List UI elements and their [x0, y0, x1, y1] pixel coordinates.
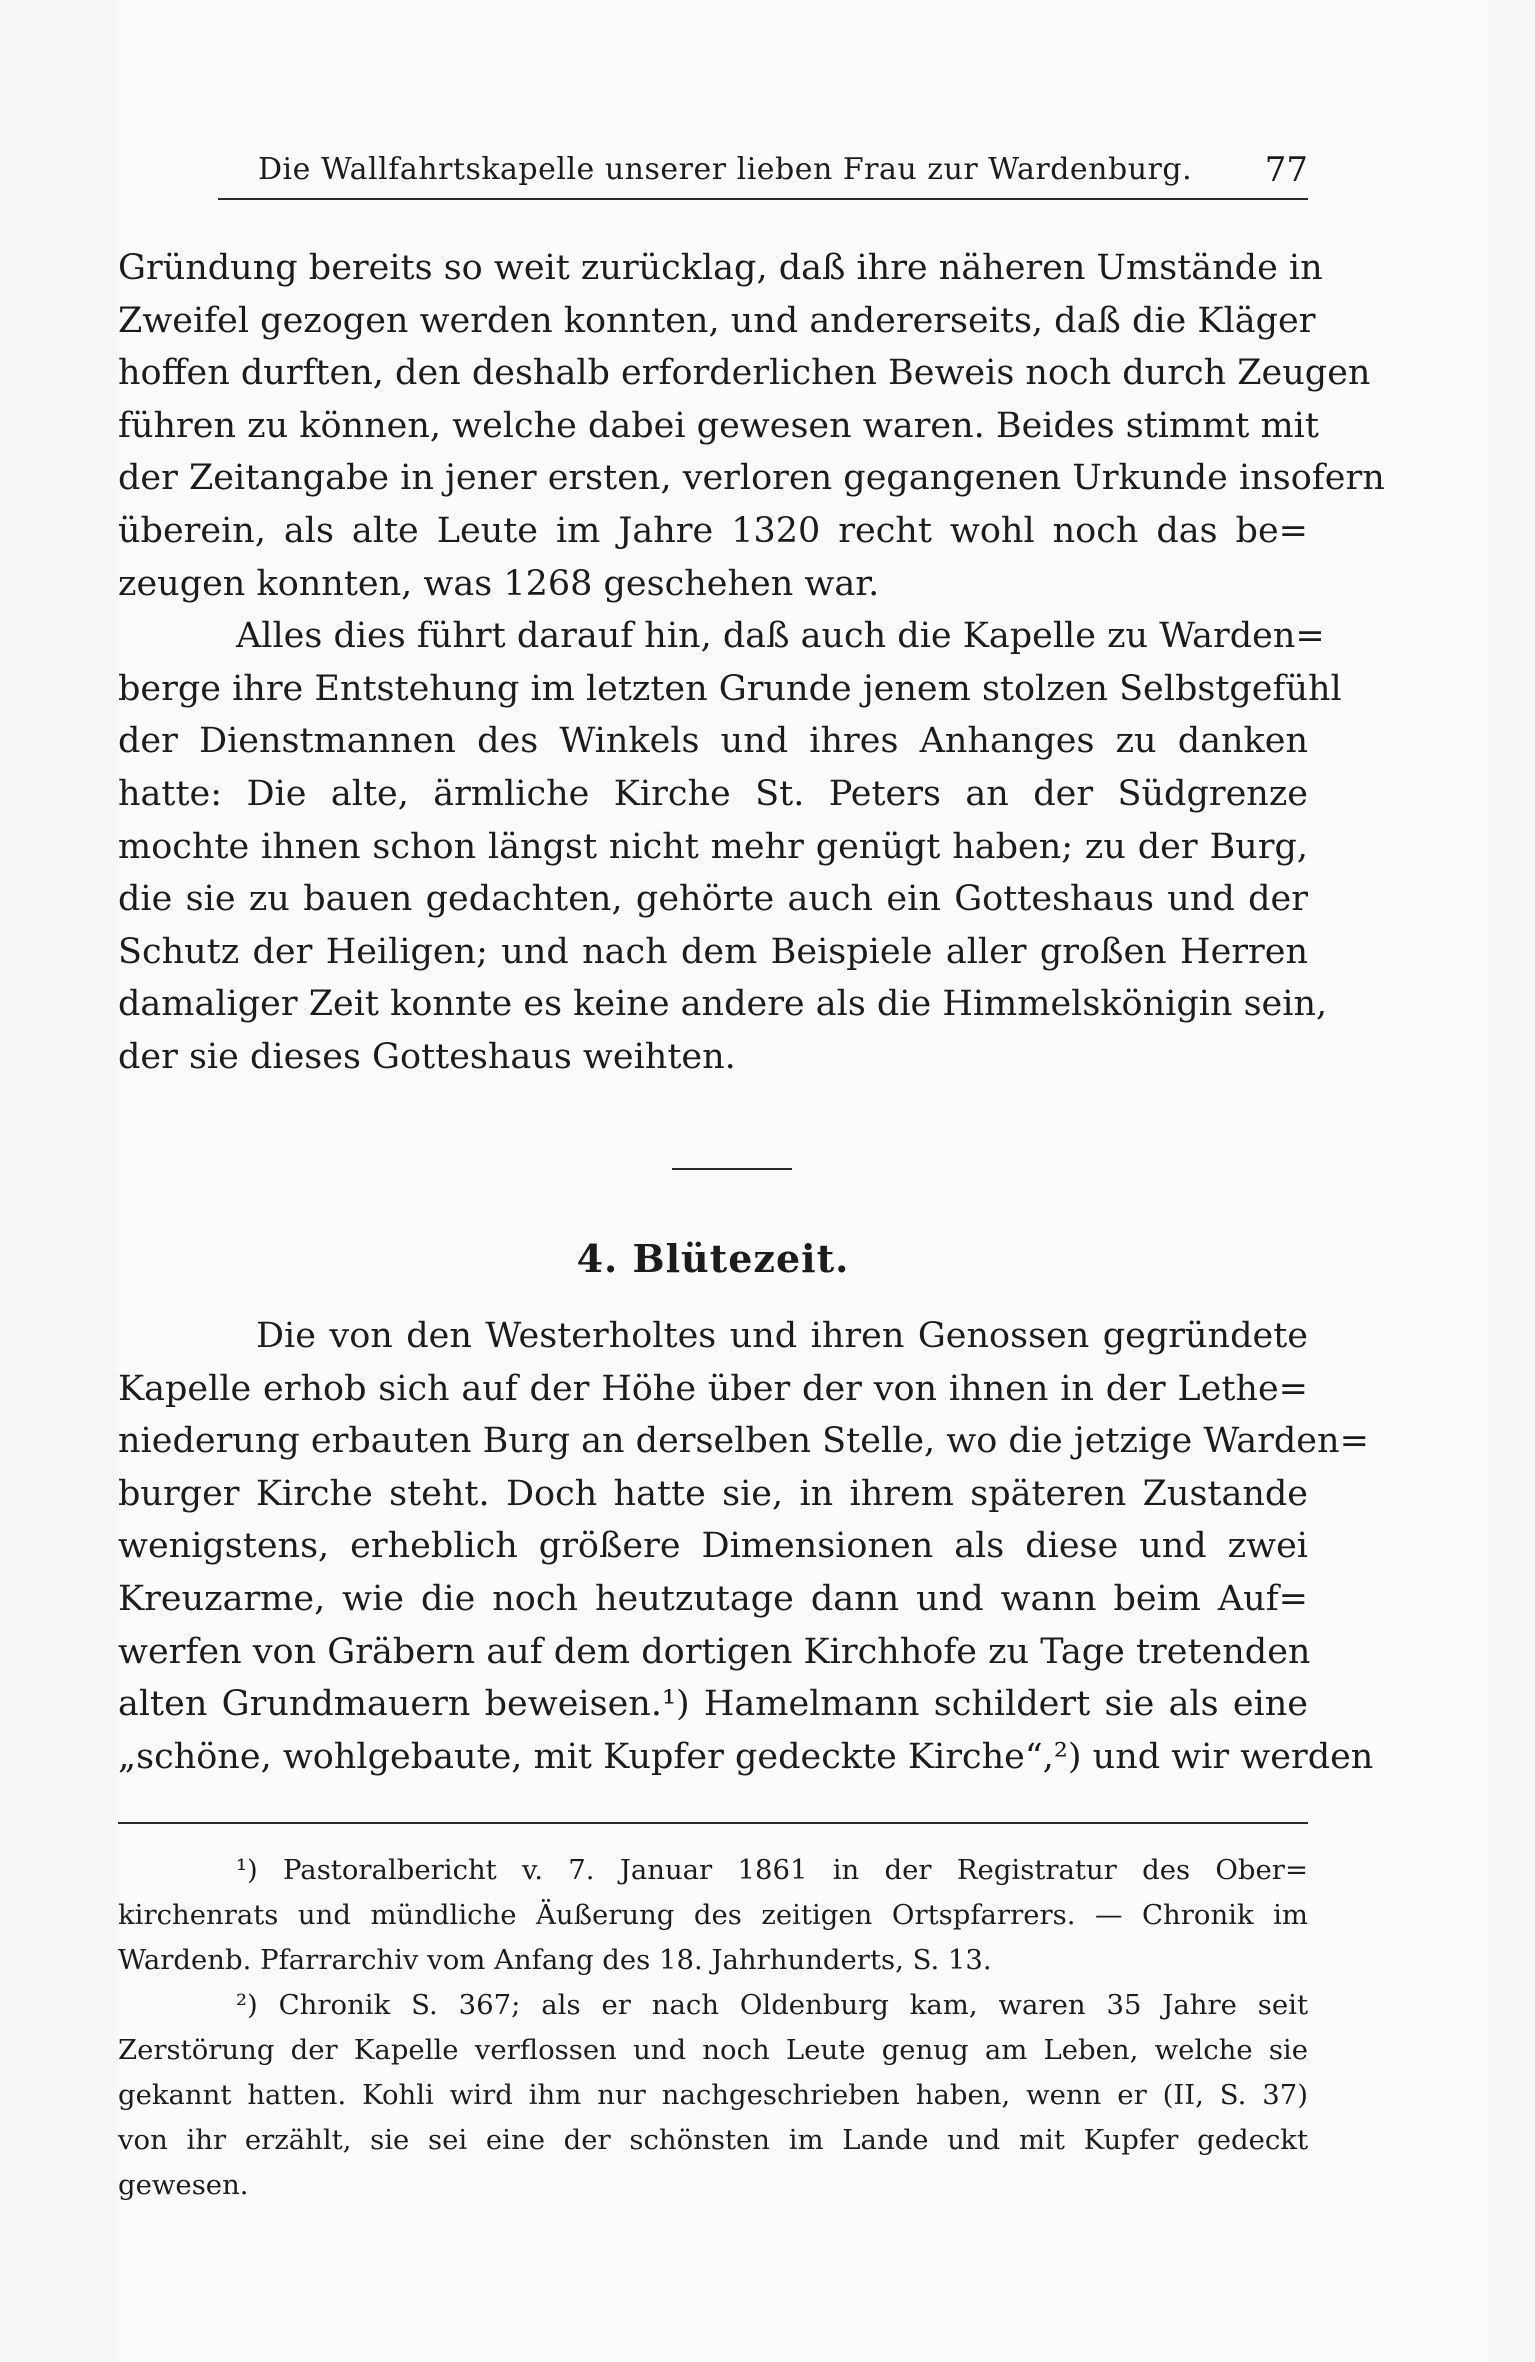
text-line: „schöne, wohlgebaute, mit Kupfer gedeckte Kirche“,²) und wir werden — [118, 1736, 1374, 1777]
footnote-line: gekannt hatten. Kohli wird ihm nur nachgeschrieben haben, wenn er (II, S. 37) — [118, 2079, 1308, 2111]
text-line: der sie dieses Gotteshaus weihten. — [118, 1036, 736, 1077]
footnote-rule — [118, 1822, 1308, 1824]
paragraph-alles-dies — [118, 610, 1342, 1083]
footnote-line: ²) Chronik S. 367; als er nach Oldenburg kam, waren 35 Jahre seit — [236, 1989, 1308, 2021]
text-line: zeugen konnten, was 1268 geschehen war. — [118, 563, 880, 604]
footnote-line: Wardenb. Pfarrarchiv vom Anfang des 18. Jahrhunderts, S. 13. — [118, 1944, 992, 1976]
section-separator — [672, 1168, 792, 1170]
footnote-line: Zerstörung der Kapelle verflossen und noch Leute genug am Leben, welche sie — [118, 2034, 1308, 2066]
footnote-line: ¹) Pastoralbericht v. 7. Januar 1861 in der Registratur des Ober= — [236, 1854, 1308, 1886]
text-line: der Zeitangabe in jener ersten, verloren gegangenen Urkunde insofern — [118, 458, 1385, 499]
text-line: der Dienstmannen des Winkels und ihres Anhanges zu danken — [118, 721, 1308, 762]
text-line: alten Grundmauern beweisen.¹) Hamelmann schildert sie als eine — [118, 1684, 1308, 1725]
section-heading: 4. Blütezeit. — [576, 1236, 850, 1281]
text-line: hatte: Die alte, ärmliche Kirche St. Peters an der Südgrenze — [118, 773, 1308, 814]
text-line: berge ihre Entstehung im letzten Grunde jenem stolzen Selbstgefühl — [118, 668, 1342, 709]
footnotes — [118, 1848, 1308, 2208]
text-line: damaliger Zeit konnte es keine andere als die Himmelskönigin sein, — [118, 984, 1328, 1025]
footnote-line: kirchenrats und mündliche Äußerung des zeitigen Ortspfarrers. — Chronik im — [118, 1899, 1308, 1931]
text-line: wenigstens, erheblich größere Dimensionen als diese und zwei — [118, 1526, 1308, 1567]
text-line: burger Kirche steht. Doch hatte sie, in ihrem späteren Zustande — [118, 1473, 1308, 1514]
text-line: Schutz der Heiligen; und nach dem Beispiele aller großen Herren — [118, 931, 1308, 972]
footnote-line: von ihr erzählt, sie sei eine der schönsten im Lande und mit Kupfer gedeckt — [118, 2124, 1308, 2156]
running-header — [218, 148, 1308, 200]
paragraph-continuation — [118, 242, 1385, 610]
text-line: führen zu können, welche dabei gewesen waren. Beides stimmt mit — [118, 405, 1319, 446]
text-line: Alles dies führt darauf hin, daß auch die Kapelle zu Warden= — [236, 616, 1325, 657]
text-line: Gründung bereits so weit zurücklag, daß ihre näheren Umstände in — [118, 248, 1323, 288]
text-line: Zweifel gezogen werden konnten, und andererseits, daß die Kläger — [118, 300, 1316, 341]
text-line: werfen von Gräbern auf dem dortigen Kirchhofe zu Tage tretenden — [118, 1631, 1311, 1672]
footnote-line: gewesen. — [118, 2169, 249, 2201]
text-line: niederung erbauten Burg an derselben Stelle, wo die jetzige Warden= — [118, 1421, 1369, 1462]
text-line: überein, als alte Leute im Jahre 1320 recht wohl noch das be= — [118, 510, 1308, 551]
body-text-upper — [118, 242, 1385, 1084]
header-title: Die Wallfahrtskapelle unserer lieben Frau zur Wardenburg. — [258, 152, 1193, 187]
text-line: die sie zu bauen gedachten, gehörte auch ein Gotteshaus und der — [118, 879, 1308, 920]
text-line: hoffen durften, den deshalb erforderlichen Beweis noch durch Zeugen — [118, 353, 1371, 394]
body-text-lower — [118, 1310, 1374, 1783]
text-line: Kreuzarme, wie die noch heutzutage dann und wann beim Auf= — [118, 1578, 1308, 1619]
paragraph-westerholtes — [118, 1310, 1374, 1783]
text-line: Kapelle erhob sich auf der Höhe über der von ihnen in der Lethe= — [118, 1368, 1308, 1409]
page-number: 77 — [1264, 150, 1308, 190]
text-line: Die von den Westerholtes und ihren Genossen gegründete — [256, 1316, 1308, 1356]
text-line: mochte ihnen schon längst nicht mehr genügt haben; zu der Burg, — [118, 826, 1308, 867]
